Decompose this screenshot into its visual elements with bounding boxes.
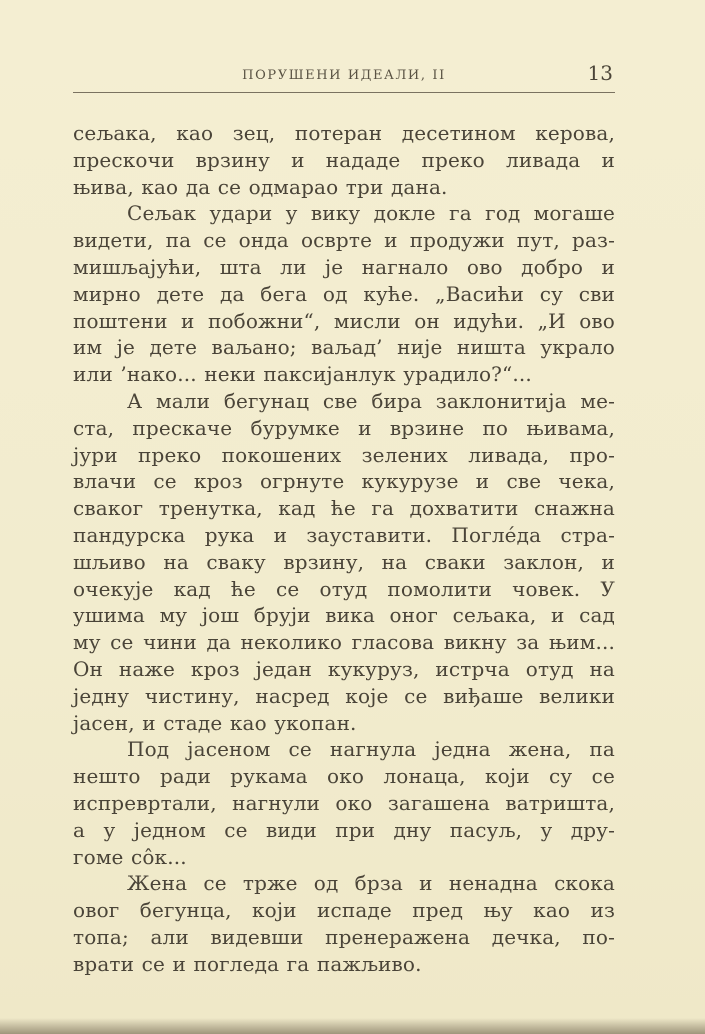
text-line: или ’нако... неки паксијанлук урадило?“...: [73, 362, 532, 387]
text-line: нешто ради рукама око лонаца, који су се: [73, 764, 615, 789]
text-line: ушима му још бруји вика оног сељака, и сад: [73, 603, 615, 628]
page-number: 13: [587, 61, 613, 85]
text-line: њива, као да се одмарао три дана.: [73, 174, 448, 199]
text-line: топа; али видевши пренеражена дечка, по-: [73, 924, 615, 949]
text-line: мишљајући, шта ли је нагнало ово добро и: [73, 254, 615, 279]
text-line: једну чистину, насред које се виђаше велики: [73, 683, 615, 708]
running-header: [73, 60, 615, 93]
text-line: Жена се трже од брза и ненадна скока: [127, 871, 615, 896]
text-line: пандурска рука и зауставити. Поглéда стра-: [73, 522, 615, 547]
text-line: Под јасеном се нагнула једна жена, па: [127, 737, 615, 762]
text-line: влачи се кроз огрнуте кукурузе и све чека,: [73, 469, 615, 494]
text-line: ста, прескаче бурумке и врзине по њивама,: [73, 415, 615, 440]
text-line: А мали бегунац све бира заклонитија ме-: [127, 388, 615, 413]
text-line: а у једном се види при дну пасуљ, у дру-: [73, 817, 615, 842]
text-line: испревртали, нагнули око загашена ватришта,: [73, 790, 615, 815]
text-line: сељака, као зец, потеран десетином керова,: [73, 121, 615, 145]
text-line: им је дете ваљано; ваљад’ није ништа украло: [73, 335, 615, 360]
text-line: поштени и побожни“, мисли он идући. „И ово: [73, 308, 615, 333]
text-line: сваког тренутка, кад ће га дохватити снажна: [73, 496, 615, 521]
text-line: Сељак удари у вику докле га год могаше: [127, 201, 615, 226]
text-line: му се чини да неколико гласова викну за њим...: [73, 630, 615, 655]
page-edge-shadow: [0, 1018, 705, 1034]
text-line: гоме сôк...: [73, 844, 187, 869]
text-line: врати се и погледа га пажљиво.: [73, 951, 422, 976]
text-line: видети, па се онда осврте и продужи пут, раз-: [73, 228, 615, 253]
text-line: шљиво на сваку врзину, на сваки заклон, и: [73, 549, 615, 574]
text-line: Он наже кроз један кукуруз, истрча отуд на: [73, 656, 615, 681]
running-title: ПОРУШЕНИ ИДЕАЛИ, II: [242, 68, 446, 83]
text-line: јасен, и стаде као укопан.: [73, 710, 357, 735]
text-line: јури преко покошених зелених ливада, про-: [73, 442, 615, 467]
text-line: очекује кад ће се отуд помолити човек. У: [73, 576, 615, 601]
text-line: овог бегунца, који испаде пред њу као из: [73, 898, 615, 923]
body-text: [73, 120, 615, 978]
text-line: прескочи врзину и нададе преко ливада и: [73, 147, 615, 172]
text-line: мирно дете да бега од куће. „Васићи су сви: [73, 281, 615, 306]
